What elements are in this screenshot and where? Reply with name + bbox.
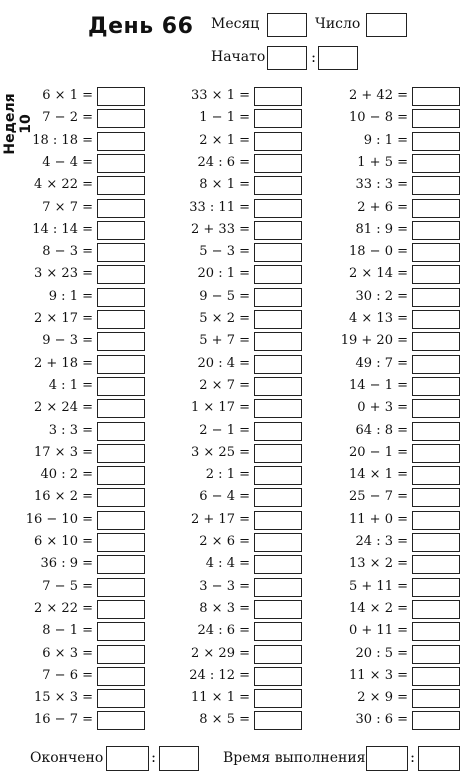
problem-expression: 8 × 1 = — [199, 177, 250, 193]
problem-expression: 33 : 11 = — [189, 199, 250, 215]
answer-box[interactable] — [412, 511, 460, 530]
problem-expression: 4 : 1 = — [48, 377, 93, 393]
answer-box[interactable] — [412, 176, 460, 195]
problem-expression: 25 − 7 = — [349, 489, 408, 505]
answer-box[interactable] — [412, 399, 460, 418]
answer-box[interactable] — [412, 488, 460, 507]
problem-row — [260, 533, 460, 553]
answer-box[interactable] — [412, 87, 460, 106]
answer-box[interactable] — [412, 622, 460, 641]
problem-expression: 5 − 3 = — [199, 244, 250, 260]
problem-expression: 7 − 5 = — [42, 578, 93, 594]
problem-expression: 16 − 10 = — [25, 511, 93, 527]
problem-expression: 8 × 5 = — [199, 712, 250, 728]
answer-box[interactable] — [412, 645, 460, 664]
answer-box[interactable] — [412, 533, 460, 552]
problem-expression: 24 : 3 = — [355, 534, 408, 549]
problem-expression: 20 : 4 = — [197, 355, 250, 371]
problem-expression: 14 : 14 = — [32, 221, 93, 237]
problem-row — [260, 132, 460, 152]
duration-time-separator: : — [410, 748, 416, 766]
problem-row — [260, 444, 460, 464]
problem-row — [260, 511, 460, 531]
problem-expression: 11 × 1 = — [191, 690, 250, 706]
answer-box[interactable] — [412, 132, 460, 151]
problem-row — [260, 399, 460, 419]
answer-box[interactable] — [412, 243, 460, 262]
duration-minutes-field[interactable] — [418, 746, 460, 771]
problem-expression: 2 + 42 = — [349, 88, 408, 103]
problem-expression: 2 − 1 = — [199, 422, 250, 438]
problem-expression: 2 × 1 = — [199, 132, 250, 148]
answer-box[interactable] — [412, 154, 460, 173]
week-label: Неделя 10 — [2, 93, 34, 155]
problem-expression: 9 − 5 = — [199, 288, 250, 304]
problem-expression: 3 × 25 = — [191, 444, 250, 460]
started-time-separator: : — [311, 48, 317, 66]
problem-expression: 2 × 17 = — [34, 311, 93, 326]
problem-expression: 16 × 2 = — [34, 489, 93, 505]
problem-expression: 18 − 0 = — [349, 244, 408, 260]
started-minutes-field[interactable] — [318, 46, 358, 70]
answer-box[interactable] — [412, 444, 460, 463]
page-title: День 66 — [88, 14, 194, 39]
problem-expression: 2 + 18 = — [34, 355, 93, 371]
problem-expression: 3 − 3 = — [199, 578, 250, 594]
problem-row — [260, 555, 460, 575]
problem-row — [260, 265, 460, 285]
problem-expression: 24 : 6 = — [197, 154, 250, 170]
problem-expression: 17 × 3 = — [34, 444, 93, 460]
problem-row — [260, 199, 460, 219]
problem-expression: 2 : 1 = — [205, 467, 250, 483]
problem-expression: 11 × 3 = — [349, 667, 408, 683]
problem-expression: 10 − 8 = — [349, 110, 408, 126]
problem-expression: 24 : 6 = — [197, 623, 250, 639]
problem-row — [260, 243, 460, 263]
answer-box[interactable] — [412, 689, 460, 708]
problem-expression: 0 + 11 = — [349, 623, 408, 639]
problem-expression: 20 − 1 = — [349, 444, 408, 460]
answer-box[interactable] — [412, 288, 460, 307]
finished-hours-field[interactable] — [106, 746, 149, 771]
problem-expression: 8 × 3 = — [199, 600, 250, 616]
problem-row — [260, 422, 460, 442]
answer-box[interactable] — [412, 711, 460, 730]
problem-expression: 3 : 3 = — [48, 422, 93, 438]
problem-expression: 1 + 5 = — [357, 154, 408, 170]
problem-expression: 33 : 3 = — [355, 177, 408, 193]
problem-expression: 20 : 5 = — [355, 645, 408, 661]
problem-row — [260, 355, 460, 375]
problem-expression: 36 : 9 = — [40, 556, 93, 572]
problem-row — [260, 109, 460, 129]
problem-row — [260, 154, 460, 174]
answer-box[interactable] — [412, 355, 460, 374]
problem-expression: 6 × 10 = — [34, 534, 93, 549]
problem-expression: 9 : 1 = — [48, 288, 93, 304]
problem-expression: 13 × 2 = — [349, 556, 408, 572]
answer-box[interactable] — [412, 109, 460, 128]
problem-expression: 2 × 24 = — [34, 400, 93, 416]
answer-box[interactable] — [412, 332, 460, 351]
problem-row — [260, 689, 460, 709]
answer-box[interactable] — [412, 422, 460, 441]
problem-expression: 9 : 1 = — [363, 132, 408, 148]
problem-expression: 2 × 14 = — [349, 266, 408, 282]
problem-row — [260, 221, 460, 241]
problem-row — [260, 711, 460, 731]
answer-box[interactable] — [412, 578, 460, 597]
problem-row — [260, 645, 460, 665]
started-label: Начато — [211, 49, 266, 65]
problem-expression: 16 − 7 = — [34, 712, 93, 728]
problem-expression: 2 × 7 = — [199, 377, 250, 393]
problem-row — [260, 578, 460, 598]
answer-box[interactable] — [412, 265, 460, 284]
problem-expression: 40 : 2 = — [40, 467, 93, 483]
problem-row — [260, 87, 460, 107]
problem-expression: 24 : 12 = — [189, 667, 250, 683]
problem-expression: 0 + 3 = — [357, 400, 408, 416]
problem-row — [260, 622, 460, 642]
problem-expression: 2 + 17 = — [191, 511, 250, 527]
problem-expression: 5 × 2 = — [199, 311, 250, 326]
answer-box[interactable] — [412, 377, 460, 396]
answer-box[interactable] — [412, 600, 460, 619]
problem-row — [260, 377, 460, 397]
problem-expression: 1 × 17 = — [191, 400, 250, 416]
problem-row — [260, 488, 460, 508]
problem-expression: 4 × 13 = — [349, 311, 408, 326]
problem-expression: 2 + 33 = — [191, 221, 250, 237]
problem-expression: 30 : 2 = — [355, 288, 408, 304]
problem-expression: 18 : 18 = — [32, 132, 93, 148]
problem-expression: 9 − 3 = — [42, 333, 93, 349]
problem-expression: 8 − 3 = — [42, 244, 93, 260]
problem-row — [260, 667, 460, 687]
answer-box[interactable] — [412, 466, 460, 485]
month-field[interactable] — [267, 13, 307, 37]
problem-expression: 6 × 3 = — [42, 645, 93, 661]
problem-expression: 64 : 8 = — [355, 422, 408, 438]
problem-expression: 1 − 1 = — [199, 110, 250, 126]
problem-expression: 7 × 7 = — [42, 199, 93, 215]
finished-minutes-field[interactable] — [159, 746, 199, 771]
duration-label: Время выполнения — [223, 750, 366, 766]
problem-expression: 2 + 6 = — [357, 199, 408, 215]
problem-expression: 4 − 4 = — [42, 154, 93, 170]
date-field[interactable] — [366, 13, 407, 37]
problem-row — [260, 176, 460, 196]
problem-expression: 7 − 6 = — [42, 667, 93, 683]
duration-hours-field[interactable] — [366, 746, 408, 771]
problem-expression: 11 + 0 = — [349, 511, 408, 527]
problem-expression: 2 × 6 = — [199, 534, 250, 549]
problem-expression: 5 + 7 = — [199, 333, 250, 349]
problem-expression: 2 × 29 = — [191, 645, 250, 661]
month-label: Месяц — [211, 16, 260, 32]
problem-expression: 33 × 1 = — [191, 88, 250, 103]
problem-row — [260, 600, 460, 620]
problem-expression: 6 − 4 = — [199, 489, 250, 505]
problem-expression: 19 + 20 = — [340, 333, 408, 349]
problem-expression: 4 × 22 = — [34, 177, 93, 193]
problem-expression: 15 × 3 = — [34, 690, 93, 706]
problem-row — [260, 288, 460, 308]
started-hours-field[interactable] — [267, 46, 307, 70]
problem-expression: 7 − 2 = — [42, 110, 93, 126]
finished-label: Окончено — [30, 750, 104, 766]
problem-expression: 20 : 1 = — [197, 266, 250, 282]
problem-row — [260, 310, 460, 330]
problem-row — [260, 466, 460, 486]
problem-expression: 14 − 1 = — [349, 377, 408, 393]
problem-expression: 30 : 6 = — [355, 712, 408, 728]
problem-expression: 6 × 1 = — [42, 88, 93, 103]
problem-expression: 2 × 22 = — [34, 600, 93, 616]
problem-expression: 3 × 23 = — [34, 266, 93, 282]
date-label: Число — [315, 16, 361, 32]
problem-expression: 2 × 9 = — [357, 690, 408, 706]
answer-box[interactable] — [412, 221, 460, 240]
problem-expression: 14 × 2 = — [349, 600, 408, 616]
problem-row — [260, 332, 460, 352]
finished-time-separator: : — [151, 748, 157, 766]
problem-expression: 49 : 7 = — [355, 355, 408, 371]
problem-expression: 5 + 11 = — [349, 578, 408, 594]
answer-box[interactable] — [412, 199, 460, 218]
problem-expression: 14 × 1 = — [349, 467, 408, 483]
answer-box[interactable] — [412, 667, 460, 686]
problem-expression: 8 − 1 = — [42, 623, 93, 639]
problem-expression: 4 : 4 = — [205, 556, 250, 572]
answer-box[interactable] — [412, 555, 460, 574]
answer-box[interactable] — [412, 310, 460, 329]
problem-expression: 81 : 9 = — [355, 221, 408, 237]
